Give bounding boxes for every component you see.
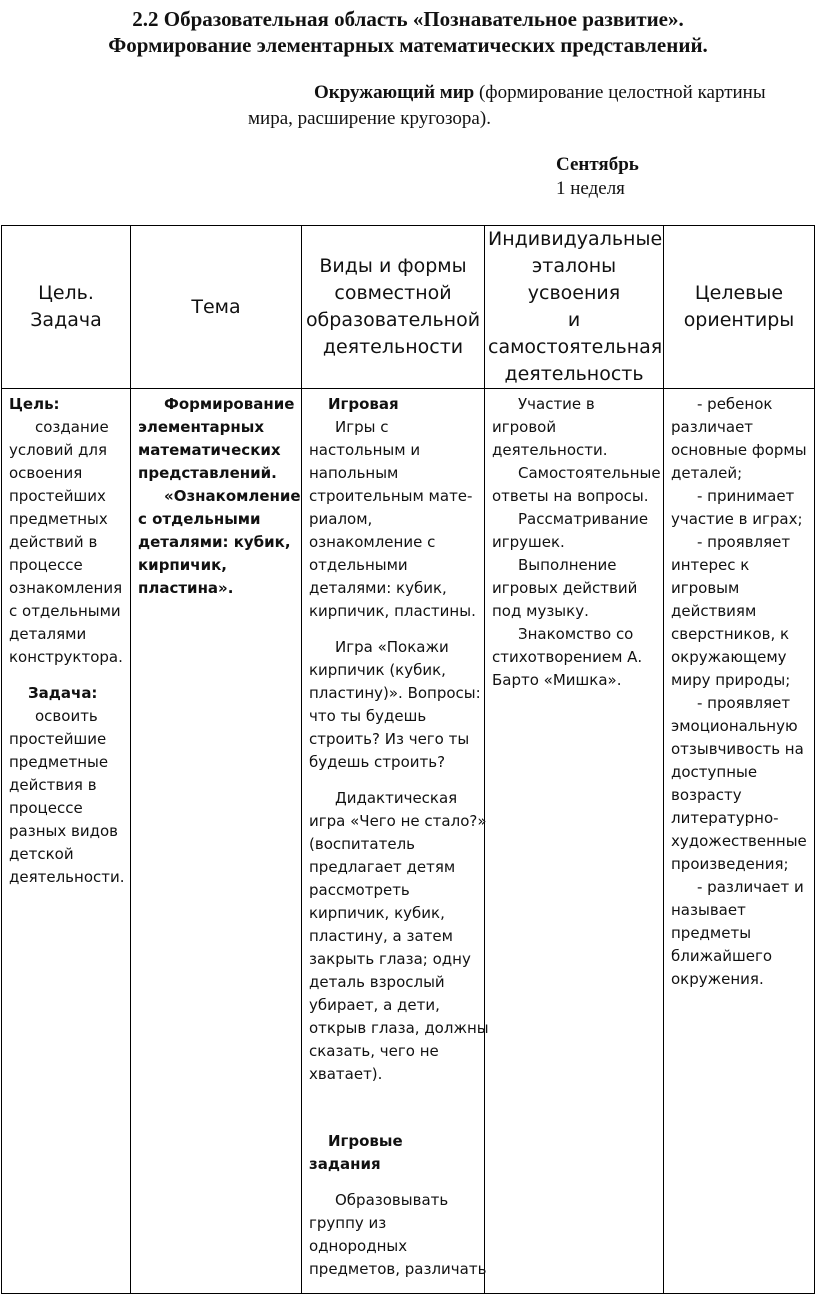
text-line: Игры с [335, 418, 389, 436]
text-line: рассмотреть [309, 881, 410, 899]
text-line: кирпичик, пластины. [309, 602, 476, 620]
goal-text [9, 416, 125, 669]
cell-forms [302, 389, 489, 1294]
cell-targets [664, 389, 815, 1294]
topic-detail [138, 485, 301, 600]
table-header-row [2, 226, 815, 389]
subtitle-line-1 [314, 80, 766, 106]
text-line: сказать, чего не [309, 1042, 439, 1060]
text-line: пластину, а затем [309, 927, 453, 945]
text-line: «Ознакомление [164, 487, 301, 505]
text-line: Знакомство со [518, 625, 634, 643]
text-line: деталями [9, 625, 87, 643]
cell-goal-task [2, 389, 131, 1294]
document-title [0, 6, 816, 58]
text-line: - ребенок [697, 395, 773, 413]
text-line: доступные [671, 763, 758, 781]
title-line-1: 2.2 Образовательная область «Познавательное развитие». [132, 7, 684, 31]
cell-standards [485, 389, 664, 1294]
text-line: сверстников, к [671, 625, 790, 643]
text-line: окружающему [671, 648, 787, 666]
text-line: детской [9, 845, 74, 863]
standards-item [492, 623, 658, 692]
text-line: конструктора. [9, 648, 123, 666]
text-line: деталь взрослый [309, 973, 445, 991]
text-line: условий для [9, 441, 107, 459]
text-line: с отдельными [9, 602, 121, 620]
text-line: окружения. [671, 970, 764, 988]
text-line: основные формы [671, 441, 807, 459]
subtitle-rest: (формирование целостной картины [474, 82, 766, 103]
forms-paragraph [309, 787, 489, 1086]
text-line: эмоциональную [671, 717, 798, 735]
text-line: предлагает детям [309, 858, 456, 876]
text-line: настольным и [309, 441, 421, 459]
text-line: с отдельными [138, 510, 261, 528]
forms-paragraph [309, 416, 479, 623]
text-line: хватает). [309, 1065, 383, 1083]
text-line: простейшие [9, 730, 107, 748]
header-forms: Виды и формы совместной образовательной деятельности [302, 226, 485, 389]
text-line: строительным мате- [309, 487, 473, 505]
text-line: пластину)». Вопросы: [309, 684, 481, 702]
forms-heading: Игровая [328, 395, 399, 413]
table-row [2, 389, 815, 1294]
text-line: произведения; [671, 855, 789, 873]
text-line: строить? Из чего ты [309, 730, 470, 748]
text-line: освоить [35, 707, 98, 725]
text-line: под музыку. [492, 602, 589, 620]
text-line: художественные [671, 832, 807, 850]
text-line: предметов, различать [309, 1260, 487, 1278]
text-line: деталями: кубик, [138, 533, 291, 551]
text-line: действия в [9, 776, 97, 794]
header-goal: Цель. Задача [2, 226, 131, 389]
text-line: Участие в [518, 395, 595, 413]
text-line: - проявляет [697, 694, 791, 712]
text-line: Образовывать [335, 1191, 449, 1209]
text-line: кирпичик, кубик, [309, 904, 445, 922]
text-line: убирает, а дети, [309, 996, 440, 1014]
text-line: предметы [671, 924, 752, 942]
text-line: кирпичик, [138, 556, 227, 574]
text-line: игрушек. [492, 533, 565, 551]
standards-item [492, 554, 658, 623]
text-line: группу из [309, 1214, 387, 1232]
forms-heading-2: Игровые задания [309, 1132, 403, 1173]
header-targets: Целевые ориентиры [664, 226, 815, 389]
text-line: действиям [671, 602, 757, 620]
text-line: - проявляет [697, 533, 791, 551]
text-line: Игра «Покажи [335, 638, 449, 656]
text-line: простейших [9, 487, 106, 505]
text-line: ознакомления [9, 579, 123, 597]
text-line: отдельными [309, 556, 408, 574]
text-line: что ты будешь [309, 707, 427, 725]
text-line: интерес к [671, 556, 750, 574]
text-line: однородных [309, 1237, 408, 1255]
cell-topic [131, 389, 302, 1294]
goal-label: Цель: [9, 395, 60, 413]
text-line: предметных [9, 510, 108, 528]
text-line: (воспитатель [309, 835, 415, 853]
text-line: создание [35, 418, 109, 436]
subtitle-line-2: мира, расширение кругозора). [248, 108, 491, 129]
text-line: Выполнение [518, 556, 617, 574]
text-line: открыв глаза, должны [309, 1019, 489, 1037]
header-standards: Индивидуальные эталоны усвоения и самостоятельная деятельность [485, 226, 664, 389]
text-line: игровой [492, 418, 557, 436]
text-line: риалом, [309, 510, 373, 528]
text-line: стихотворением А. [492, 648, 643, 666]
text-line: закрыть глаза; одну [309, 950, 471, 968]
text-line: деятельности. [9, 868, 125, 886]
task-text [9, 705, 125, 889]
targets-list [671, 393, 809, 991]
week-label: 1 неделя [556, 178, 625, 199]
text-line: математических [138, 441, 281, 459]
text-line: освоения [9, 464, 83, 482]
text-line: будешь строить? [309, 753, 446, 771]
text-line: Самостоятельные [518, 464, 661, 482]
text-line: - принимает [697, 487, 795, 505]
text-line: элементарных [138, 418, 265, 436]
text-line: Дидактическая [335, 789, 458, 807]
text-line: литературно- [671, 809, 779, 827]
task-label: Задача: [28, 684, 98, 702]
forms-paragraph [309, 1189, 487, 1281]
text-line: процессе [9, 799, 83, 817]
text-line: ответы на вопросы. [492, 487, 649, 505]
text-line: Барто «Мишка». [492, 671, 622, 689]
text-line: игра «Чего не стало?» [309, 812, 487, 830]
text-line: кирпичик (кубик, [309, 661, 446, 679]
text-line: представлений. [138, 464, 277, 482]
text-line: - различает и [697, 878, 804, 896]
subtitle-bold: Окружающий мир [314, 82, 475, 103]
text-line: отзывчивость на [671, 740, 804, 758]
title-line-2: Формирование элементарных математических представлений. [108, 33, 708, 57]
text-line: ознакомление с [309, 533, 436, 551]
text-line: действий в [9, 533, 98, 551]
text-line: ближайшего [671, 947, 773, 965]
text-line: миру природы; [671, 671, 791, 689]
text-line: возрасту [671, 786, 742, 804]
text-line: игровых действий [492, 579, 638, 597]
standards-item [492, 393, 658, 462]
forms-paragraph [309, 636, 479, 774]
plan-table [1, 225, 815, 1294]
text-line: деятельности. [492, 441, 608, 459]
standards-item [492, 462, 661, 508]
text-line: пластина». [138, 579, 234, 597]
text-line: игровым [671, 579, 740, 597]
text-line: процессе [9, 556, 83, 574]
header-topic: Тема [131, 226, 302, 389]
topic-main [138, 393, 296, 485]
text-line: различает [671, 418, 754, 436]
text-line: деталями: кубик, [309, 579, 447, 597]
text-line: Формирование [164, 395, 295, 413]
month-label: Сентябрь [556, 154, 639, 175]
text-line: участие в играх; [671, 510, 803, 528]
text-line: напольным [309, 464, 399, 482]
text-line: разных видов [9, 822, 118, 840]
standards-item [492, 508, 658, 554]
text-line: называет [671, 901, 746, 919]
text-line: предметные [9, 753, 109, 771]
text-line: деталей; [671, 464, 743, 482]
text-line: Рассматривание [518, 510, 649, 528]
